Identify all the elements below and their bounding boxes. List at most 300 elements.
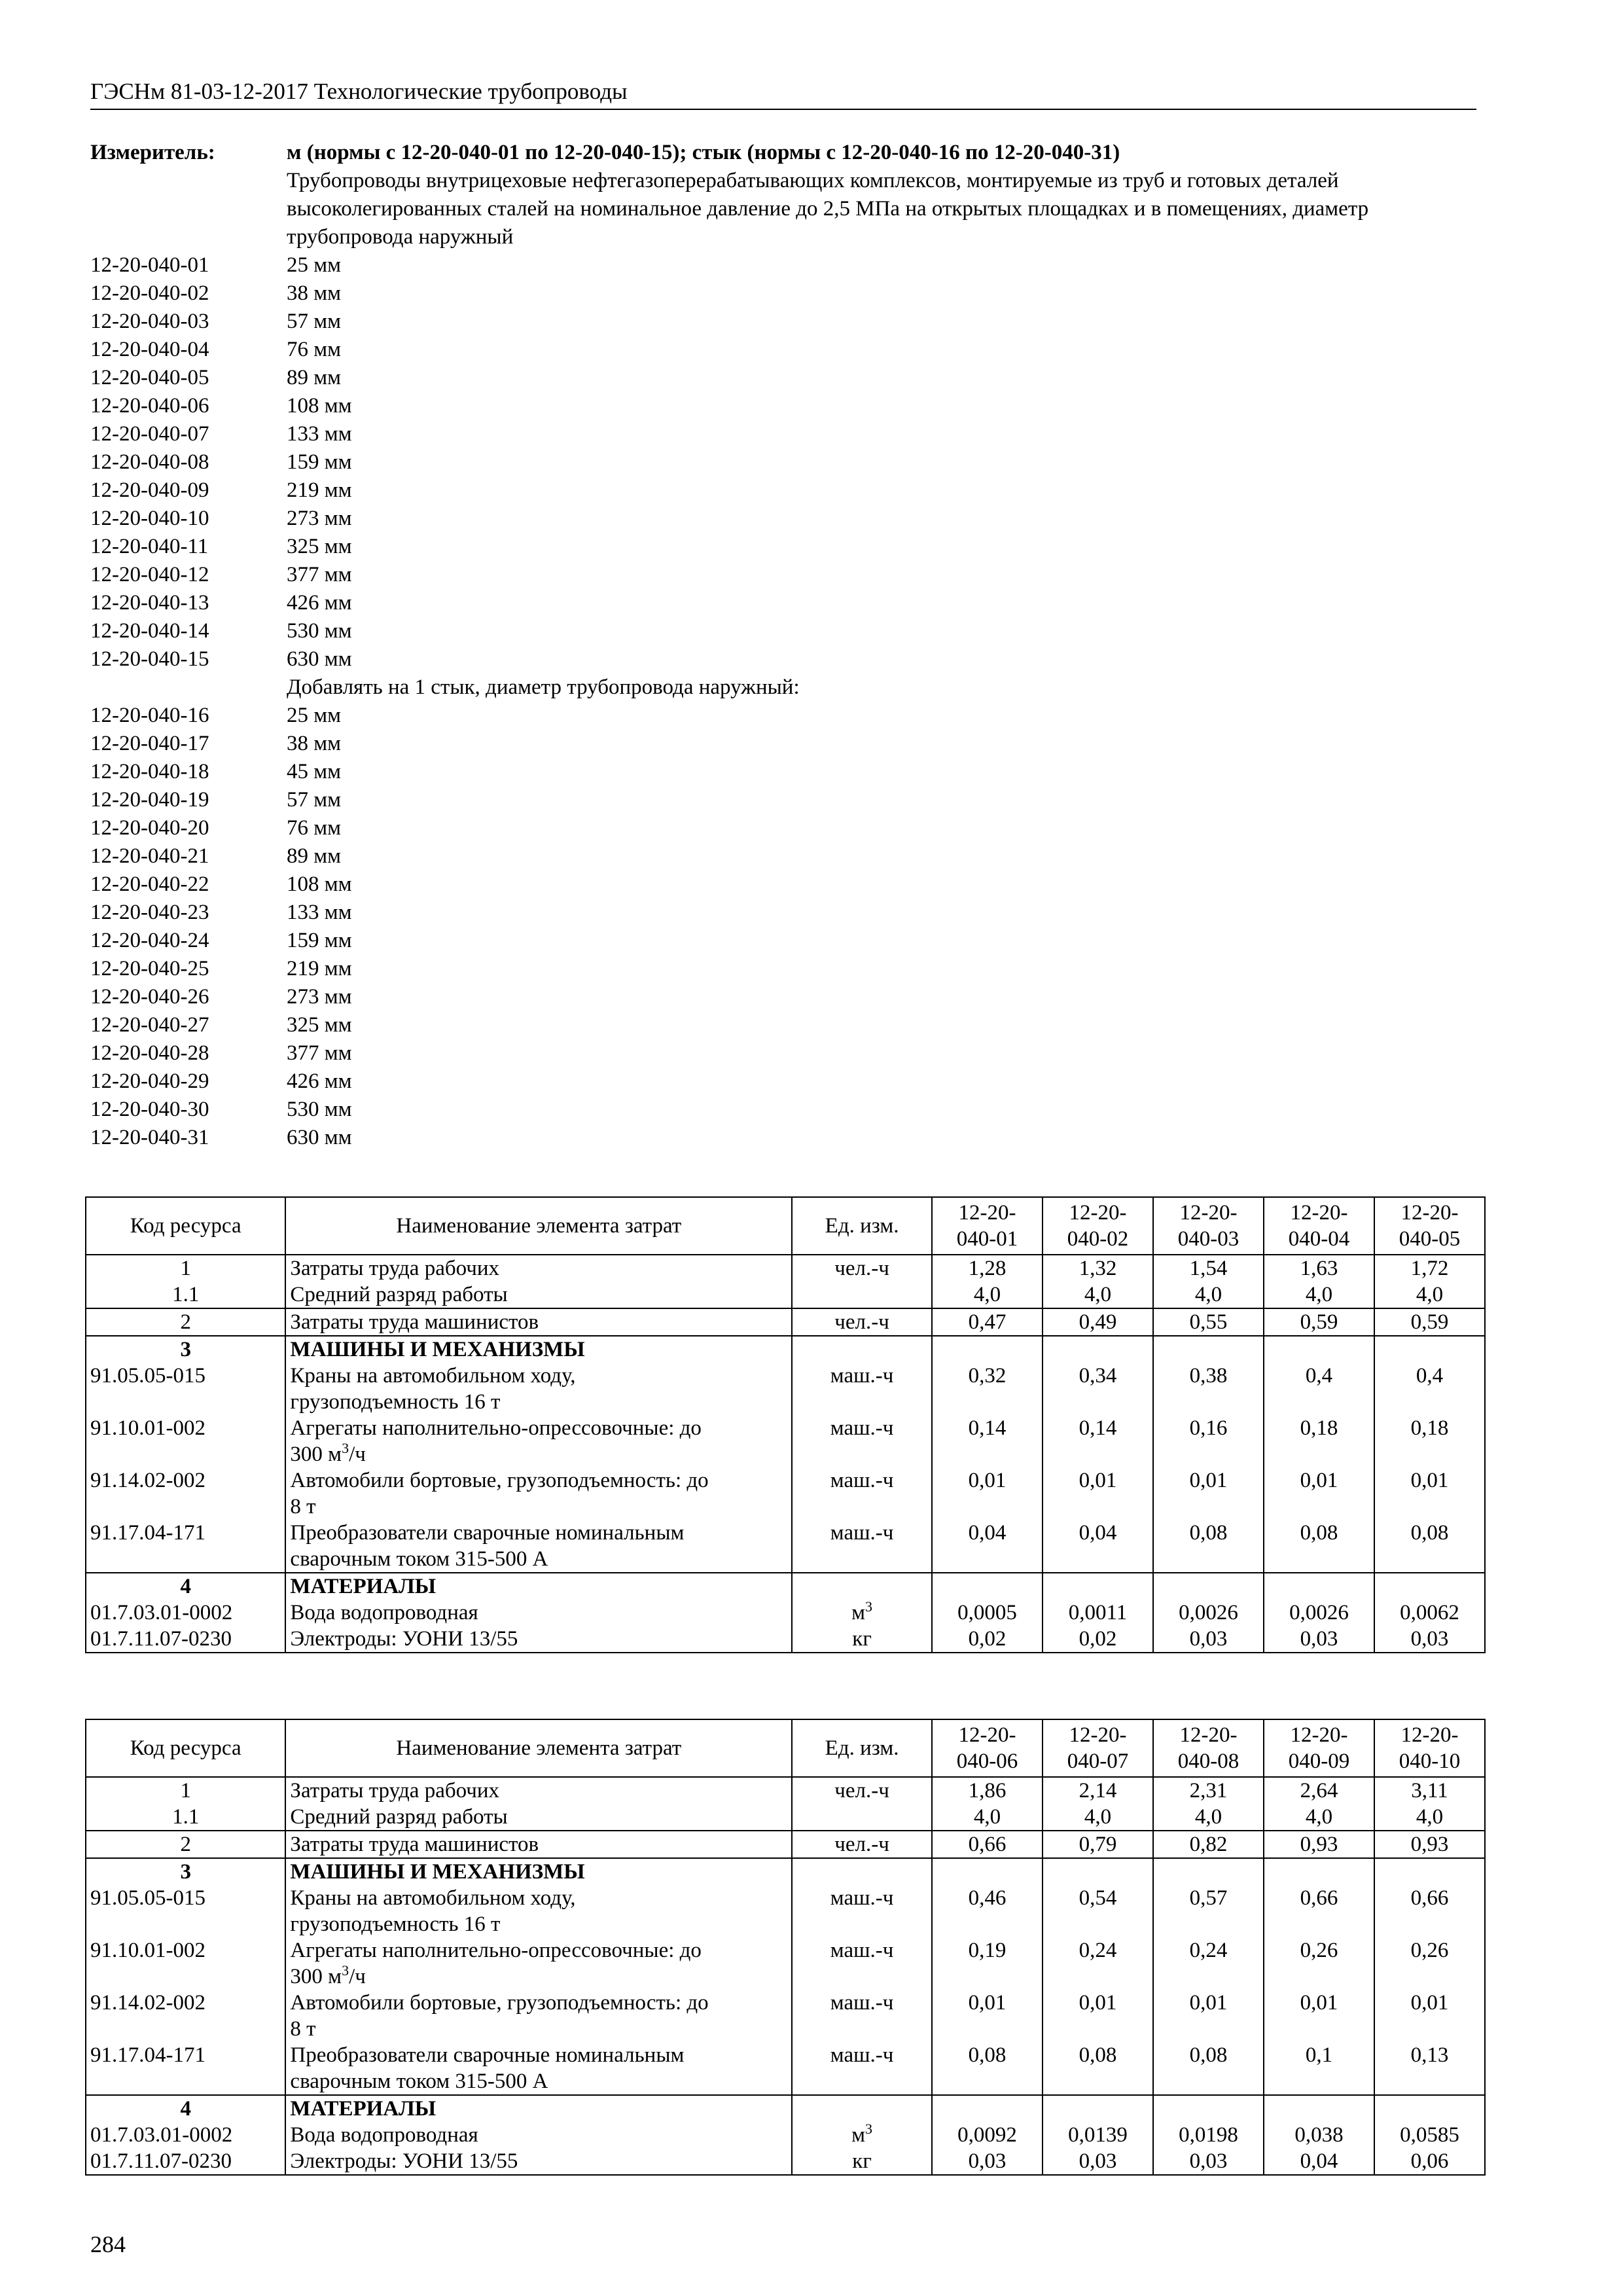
resource-unit: маш.-ч — [792, 1937, 932, 1990]
resource-value: 1,54 — [1153, 1255, 1264, 1282]
resource-name: Электроды: УОНИ 13/55 — [285, 1626, 792, 1653]
norm-diameter: 630 мм — [287, 647, 352, 671]
resource-value — [1264, 2095, 1374, 2122]
resource-value: 0,18 — [1374, 1415, 1485, 1467]
resource-value — [1374, 2095, 1485, 2122]
norm-item — [90, 336, 1476, 364]
table-row — [86, 1467, 1485, 1520]
resource-name: Электроды: УОНИ 13/55 — [285, 2148, 792, 2175]
resource-value — [1153, 1573, 1264, 1600]
header-norm-column: 12-20- 040-09 — [1264, 1719, 1374, 1777]
page-header: ГЭСНм 81-03-12-2017 Технологические трубопроводы — [90, 77, 1476, 110]
resource-value — [1043, 1573, 1153, 1600]
resource-unit: маш.-ч — [792, 1885, 932, 1937]
resource-unit: маш.-ч — [792, 1415, 932, 1467]
resource-value: 1,72 — [1374, 1255, 1485, 1282]
resource-value: 0,49 — [1043, 1308, 1153, 1336]
norm-item — [90, 505, 1476, 533]
resource-name: Затраты труда машинистов — [285, 1308, 792, 1336]
resource-value: 0,93 — [1264, 1831, 1374, 1858]
resource-value: 0,03 — [1043, 2148, 1153, 2175]
norm-diameter: 76 мм — [287, 816, 342, 840]
norm-code: 12-20-040-10 — [90, 507, 209, 530]
resource-value: 0,03 — [932, 2148, 1043, 2175]
table-header-row — [86, 1197, 1485, 1255]
resource-value: 0,59 — [1374, 1308, 1485, 1336]
norm-diameter: 273 мм — [287, 985, 352, 1009]
resource-value: 0,01 — [1374, 1990, 1485, 2042]
table-row — [86, 1990, 1485, 2042]
header-name: Наименование элемента затрат — [285, 1719, 792, 1777]
resource-value: 0,1 — [1264, 2042, 1374, 2095]
norm-table-1 — [85, 1196, 1486, 1653]
resource-value: 2,64 — [1264, 1777, 1374, 1804]
resource-value: 0,08 — [1043, 2042, 1153, 2095]
resource-value: 0,59 — [1264, 1308, 1374, 1336]
resource-value: 0,19 — [932, 1937, 1043, 1990]
norm-diameter: 325 мм — [287, 1013, 352, 1037]
norm-code: 12-20-040-14 — [90, 619, 209, 643]
resource-value: 0,79 — [1043, 1831, 1153, 1858]
resource-value: 1,63 — [1264, 1255, 1374, 1282]
resource-value: 4,0 — [932, 1804, 1043, 1831]
header-norm-column: 12-20- 040-04 — [1264, 1197, 1374, 1255]
resource-value: 0,01 — [932, 1990, 1043, 2042]
resource-value: 0,0585 — [1374, 2122, 1485, 2148]
resource-value: 0,57 — [1153, 1885, 1264, 1937]
resource-value — [1264, 1858, 1374, 1885]
resource-value: 0,038 — [1264, 2122, 1374, 2148]
norm-code: 12-20-040-01 — [90, 253, 209, 277]
resource-name: МАШИНЫ И МЕХАНИЗМЫ — [285, 1336, 792, 1363]
resource-unit: кг — [792, 2148, 932, 2175]
resource-unit — [792, 1282, 932, 1308]
norm-diameter: 133 мм — [287, 901, 352, 924]
resource-value: 4,0 — [1374, 1282, 1485, 1308]
resource-unit: маш.-ч — [792, 1363, 932, 1415]
norm-diameter: 108 мм — [287, 394, 352, 418]
resource-value: 0,4 — [1374, 1363, 1485, 1415]
norm-item — [90, 1096, 1476, 1124]
resource-code: 3 — [86, 1336, 285, 1363]
norm-code: 12-20-040-30 — [90, 1098, 209, 1121]
resource-value: 0,13 — [1374, 2042, 1485, 2095]
table-row — [86, 1600, 1485, 1626]
resource-unit: маш.-ч — [792, 2042, 932, 2095]
section-title: Трубопроводы внутрицеховые нефтегазоперерабатывающих комплексов, монтируемые из труб и готовых деталей высоколегированных сталей на номинальное давление до 2,5 МПа на открытых площадках и в помещениях, диаметр трубопровода наружный — [287, 169, 1369, 249]
header-name: Наименование элемента затрат — [285, 1197, 792, 1255]
norm-diameter: 57 мм — [287, 788, 342, 812]
resource-value: 0,47 — [932, 1308, 1043, 1336]
add-title: Добавлять на 1 стык, диаметр трубопровода наружный: — [287, 675, 800, 699]
resource-value: 3,11 — [1374, 1777, 1485, 1804]
resource-code: 91.17.04-171 — [86, 1520, 285, 1573]
norm-code: 12-20-040-08 — [90, 450, 209, 474]
resource-value — [1043, 1336, 1153, 1363]
header-norm-column: 12-20- 040-08 — [1153, 1719, 1264, 1777]
resource-name: МАТЕРИАЛЫ — [285, 1573, 792, 1600]
resource-value: 4,0 — [1264, 1282, 1374, 1308]
table-row — [86, 1336, 1485, 1363]
table-row — [86, 2148, 1485, 2175]
resource-value: 0,54 — [1043, 1885, 1153, 1937]
resource-value: 4,0 — [1153, 1804, 1264, 1831]
norm-code: 12-20-040-02 — [90, 281, 209, 305]
resource-name: Затраты труда машинистов — [285, 1831, 792, 1858]
resource-name: Вода водопроводная — [285, 2122, 792, 2148]
resource-name: Средний разряд работы — [285, 1804, 792, 1831]
resource-code: 91.10.01-002 — [86, 1415, 285, 1467]
measurer-block — [90, 139, 1476, 1152]
header-norm-column: 12-20- 040-10 — [1374, 1719, 1485, 1777]
norm-code: 12-20-040-23 — [90, 901, 209, 924]
norm-code: 12-20-040-21 — [90, 844, 209, 868]
resource-value: 0,0026 — [1153, 1600, 1264, 1626]
norm-code: 12-20-040-29 — [90, 1069, 209, 1093]
norm-item — [90, 561, 1476, 589]
resource-value: 0,04 — [932, 1520, 1043, 1573]
norm-item — [90, 251, 1476, 279]
resource-value: 0,08 — [1153, 1520, 1264, 1573]
resource-value — [932, 2095, 1043, 2122]
table-row — [86, 1282, 1485, 1308]
norm-code: 12-20-040-18 — [90, 760, 209, 783]
resource-name: Агрегаты наполнительно-опрессовочные: до 300 $м^3/ч$ — [285, 1937, 792, 1990]
norm-item — [90, 1124, 1476, 1152]
resource-value: 0,24 — [1043, 1937, 1153, 1990]
norm-diameter: 89 мм — [287, 366, 342, 389]
measurer-row — [90, 139, 1476, 167]
resource-unit: маш.-ч — [792, 1990, 932, 2042]
resource-code: 91.14.02-002 — [86, 1990, 285, 2042]
table-row — [86, 1885, 1485, 1937]
norm-diameter: 159 мм — [287, 450, 352, 474]
norm-diameter: 45 мм — [287, 760, 342, 783]
norm-diameter: 25 мм — [287, 704, 342, 727]
resource-value: 0,26 — [1264, 1937, 1374, 1990]
resource-value: 0,03 — [1153, 1626, 1264, 1653]
resource-unit: $м^3$ — [792, 2122, 932, 2148]
resource-unit: маш.-ч — [792, 1467, 932, 1520]
resource-value — [1153, 1858, 1264, 1885]
resource-value: 0,66 — [1374, 1885, 1485, 1937]
norm-diameter: 133 мм — [287, 422, 352, 446]
norm-item — [90, 364, 1476, 392]
resource-value: 0,04 — [1264, 2148, 1374, 2175]
norm-diameter: 38 мм — [287, 732, 342, 755]
resource-value: 1,28 — [932, 1255, 1043, 1282]
table-header-row — [86, 1719, 1485, 1777]
header-norm-column: 12-20- 040-06 — [932, 1719, 1043, 1777]
norm-item — [90, 392, 1476, 420]
resource-value: 0,66 — [1264, 1885, 1374, 1937]
resource-value: 4,0 — [1264, 1804, 1374, 1831]
resource-value: 0,0005 — [932, 1600, 1043, 1626]
resource-code: 91.14.02-002 — [86, 1467, 285, 1520]
norm-code: 12-20-040-26 — [90, 985, 209, 1009]
norm-item — [90, 448, 1476, 476]
resource-unit — [792, 1336, 932, 1363]
norm-item — [90, 899, 1476, 927]
norm-code: 12-20-040-12 — [90, 563, 209, 586]
table-row — [86, 1520, 1485, 1573]
resource-value — [932, 1336, 1043, 1363]
norm-diameter: 38 мм — [287, 281, 342, 305]
resource-value: 4,0 — [932, 1282, 1043, 1308]
norm-item — [90, 617, 1476, 645]
resource-value: 0,08 — [932, 2042, 1043, 2095]
header-norm-column: 12-20- 040-03 — [1153, 1197, 1264, 1255]
resource-name: Средний разряд работы — [285, 1282, 792, 1308]
norm-code: 12-20-040-05 — [90, 366, 209, 389]
resource-unit — [792, 1858, 932, 1885]
norm-diameter: 377 мм — [287, 563, 352, 586]
resource-value — [1264, 1573, 1374, 1600]
resource-unit: маш.-ч — [792, 1520, 932, 1573]
norm-diameter: 426 мм — [287, 591, 352, 615]
resource-value: 2,14 — [1043, 1777, 1153, 1804]
header-unit: Ед. изм. — [792, 1719, 932, 1777]
norm-item — [90, 1039, 1476, 1067]
resource-name: МАТЕРИАЛЫ — [285, 2095, 792, 2122]
measurer-label: Измеритель: — [90, 141, 215, 164]
norm-code: 12-20-040-04 — [90, 338, 209, 361]
norms-list-b — [90, 702, 1476, 1152]
norm-item — [90, 476, 1476, 505]
norm-code: 12-20-040-09 — [90, 478, 209, 502]
norm-code: 12-20-040-15 — [90, 647, 209, 671]
resource-value: 0,03 — [1153, 2148, 1264, 2175]
header-code: Код ресурса — [86, 1197, 285, 1255]
resource-code: 4 — [86, 1573, 285, 1600]
resource-code: 1.1 — [86, 1804, 285, 1831]
norm-item — [90, 1011, 1476, 1039]
norm-diameter: 273 мм — [287, 507, 352, 530]
resource-value: 0,02 — [1043, 1626, 1153, 1653]
resource-value: 0,08 — [1153, 2042, 1264, 2095]
norm-code: 12-20-040-11 — [90, 535, 209, 558]
norm-diameter: 630 мм — [287, 1126, 352, 1149]
resource-name: Автомобили бортовые, грузоподъемность: до 8 т — [285, 1467, 792, 1520]
resource-name: Преобразователи сварочные номинальным сварочным током 315-500 А — [285, 2042, 792, 2095]
resource-value: 4,0 — [1043, 1282, 1153, 1308]
norm-diameter: 108 мм — [287, 872, 352, 896]
norm-diameter: 530 мм — [287, 1098, 352, 1121]
header-norm-column: 12-20- 040-01 — [932, 1197, 1043, 1255]
resource-name: Вода водопроводная — [285, 1600, 792, 1626]
resource-value: 0,01 — [1043, 1990, 1153, 2042]
norm-code: 12-20-040-13 — [90, 591, 209, 615]
norm-item — [90, 420, 1476, 448]
norm-diameter: 219 мм — [287, 957, 352, 980]
resource-value: 0,26 — [1374, 1937, 1485, 1990]
resource-value: 0,01 — [1264, 1990, 1374, 2042]
resource-value: 0,01 — [1043, 1467, 1153, 1520]
norm-item — [90, 786, 1476, 814]
resource-value: 0,46 — [932, 1885, 1043, 1937]
norm-diameter: 76 мм — [287, 338, 342, 361]
table-row — [86, 2042, 1485, 2095]
norm-code: 12-20-040-25 — [90, 957, 209, 980]
norm-code: 12-20-040-20 — [90, 816, 209, 840]
resource-value — [1153, 2095, 1264, 2122]
resource-code: 2 — [86, 1831, 285, 1858]
resource-value: 0,82 — [1153, 1831, 1264, 1858]
norm-item — [90, 589, 1476, 617]
norm-item — [90, 955, 1476, 983]
norm-diameter: 25 мм — [287, 253, 342, 277]
header-norm-column: 12-20- 040-02 — [1043, 1197, 1153, 1255]
add-title-row — [90, 673, 1476, 702]
norm-item — [90, 702, 1476, 730]
norm-code: 12-20-040-31 — [90, 1126, 209, 1149]
resource-unit: кг — [792, 1626, 932, 1653]
page-number: 284 — [90, 2231, 126, 2257]
resource-value — [1264, 1336, 1374, 1363]
resource-value — [1374, 1573, 1485, 1600]
norm-diameter: 426 мм — [287, 1069, 352, 1093]
resource-unit: чел.-ч — [792, 1308, 932, 1336]
resource-value: 0,32 — [932, 1363, 1043, 1415]
resource-unit: чел.-ч — [792, 1777, 932, 1804]
resource-unit — [792, 1804, 932, 1831]
norm-code: 12-20-040-06 — [90, 394, 209, 418]
resource-value: 0,03 — [1264, 1626, 1374, 1653]
norm-diameter: 377 мм — [287, 1041, 352, 1065]
resource-value: 0,0198 — [1153, 2122, 1264, 2148]
section-title-row — [90, 167, 1476, 251]
norm-item — [90, 645, 1476, 673]
resource-value: 4,0 — [1374, 1804, 1485, 1831]
resource-code: 1 — [86, 1777, 285, 1804]
resource-value: 0,14 — [932, 1415, 1043, 1467]
norm-item — [90, 758, 1476, 786]
resource-value: 0,0092 — [932, 2122, 1043, 2148]
table-row — [86, 1363, 1485, 1415]
resource-unit: $м^3$ — [792, 1600, 932, 1626]
resource-code: 91.05.05-015 — [86, 1363, 285, 1415]
header-norm-column: 12-20- 040-05 — [1374, 1197, 1485, 1255]
table-row — [86, 1626, 1485, 1653]
resource-unit — [792, 2095, 932, 2122]
norm-code: 12-20-040-16 — [90, 704, 209, 727]
resource-code: 01.7.11.07-0230 — [86, 2148, 285, 2175]
resource-value: 0,0139 — [1043, 2122, 1153, 2148]
resource-value: 0,01 — [1264, 1467, 1374, 1520]
table-row — [86, 1573, 1485, 1600]
resource-value: 0,24 — [1153, 1937, 1264, 1990]
table-row — [86, 1415, 1485, 1467]
norm-diameter: 219 мм — [287, 478, 352, 502]
resource-value: 0,03 — [1374, 1626, 1485, 1653]
resource-value — [1374, 1858, 1485, 1885]
resource-value: 0,01 — [932, 1467, 1043, 1520]
resource-code: 4 — [86, 2095, 285, 2122]
norm-diameter: 325 мм — [287, 535, 352, 558]
resource-value: 0,08 — [1264, 1520, 1374, 1573]
resource-value: 2,31 — [1153, 1777, 1264, 1804]
resource-value: 0,01 — [1153, 1990, 1264, 2042]
resource-value: 0,02 — [932, 1626, 1043, 1653]
resource-value: 4,0 — [1153, 1282, 1264, 1308]
norm-item — [90, 730, 1476, 758]
resource-code: 01.7.03.01-0002 — [86, 2122, 285, 2148]
resource-value: 4,0 — [1043, 1804, 1153, 1831]
resource-value: 0,04 — [1043, 1520, 1153, 1573]
resource-value: 0,16 — [1153, 1415, 1264, 1467]
resource-value — [1374, 1336, 1485, 1363]
resource-unit: чел.-ч — [792, 1255, 932, 1282]
norm-item — [90, 1067, 1476, 1096]
resource-code: 01.7.11.07-0230 — [86, 1626, 285, 1653]
resource-value: 0,38 — [1153, 1363, 1264, 1415]
norm-code: 12-20-040-17 — [90, 732, 209, 755]
header-unit: Ед. изм. — [792, 1197, 932, 1255]
resource-name: МАШИНЫ И МЕХАНИЗМЫ — [285, 1858, 792, 1885]
norm-code: 12-20-040-07 — [90, 422, 209, 446]
resource-value — [1153, 1336, 1264, 1363]
norm-item — [90, 842, 1476, 870]
resource-value — [932, 1858, 1043, 1885]
resource-value: 0,01 — [1374, 1467, 1485, 1520]
norm-item — [90, 927, 1476, 955]
norm-diameter: 159 мм — [287, 929, 352, 952]
norm-item — [90, 279, 1476, 308]
norm-code: 12-20-040-19 — [90, 788, 209, 812]
resource-name: Агрегаты наполнительно-опрессовочные: до 300 $м^3/ч$ — [285, 1415, 792, 1467]
norm-item — [90, 983, 1476, 1011]
resource-name: Преобразователи сварочные номинальным сварочным током 315-500 А — [285, 1520, 792, 1573]
norm-table-2 — [85, 1719, 1486, 2176]
norm-diameter: 57 мм — [287, 310, 342, 333]
resource-code: 1.1 — [86, 1282, 285, 1308]
resource-code: 91.05.05-015 — [86, 1885, 285, 1937]
norm-code: 12-20-040-27 — [90, 1013, 209, 1037]
table-row — [86, 2122, 1485, 2148]
resource-name: Затраты труда рабочих — [285, 1777, 792, 1804]
norm-code: 12-20-040-03 — [90, 310, 209, 333]
table-row — [86, 1255, 1485, 1282]
resource-value: 0,14 — [1043, 1415, 1153, 1467]
resource-name: Краны на автомобильном ходу, грузоподъемность 16 т — [285, 1885, 792, 1937]
norm-diameter: 530 мм — [287, 619, 352, 643]
norm-code: 12-20-040-22 — [90, 872, 209, 896]
resource-code: 2 — [86, 1308, 285, 1336]
resource-value: 0,0026 — [1264, 1600, 1374, 1626]
table-row — [86, 1804, 1485, 1831]
norm-item — [90, 533, 1476, 561]
resource-value: 0,18 — [1264, 1415, 1374, 1467]
header-code: Код ресурса — [86, 1719, 285, 1777]
norm-diameter: 89 мм — [287, 844, 342, 868]
table-row — [86, 1858, 1485, 1885]
resource-value: 0,01 — [1153, 1467, 1264, 1520]
norm-code: 12-20-040-24 — [90, 929, 209, 952]
table-row — [86, 1308, 1485, 1336]
resource-value: 0,66 — [932, 1831, 1043, 1858]
resource-value: 0,08 — [1374, 1520, 1485, 1573]
resource-value: 0,0062 — [1374, 1600, 1485, 1626]
resource-code: 91.17.04-171 — [86, 2042, 285, 2095]
table-row — [86, 1937, 1485, 1990]
resource-code: 91.10.01-002 — [86, 1937, 285, 1990]
resource-unit — [792, 1573, 932, 1600]
resource-name: Автомобили бортовые, грузоподъемность: до 8 т — [285, 1990, 792, 2042]
header-norm-column: 12-20- 040-07 — [1043, 1719, 1153, 1777]
resource-code: 1 — [86, 1255, 285, 1282]
measurer-text: м (нормы с 12-20-040-01 по 12-20-040-15); стык (нормы с 12-20-040-16 по 12-20-040-31) — [287, 141, 1120, 164]
resource-value: 0,55 — [1153, 1308, 1264, 1336]
